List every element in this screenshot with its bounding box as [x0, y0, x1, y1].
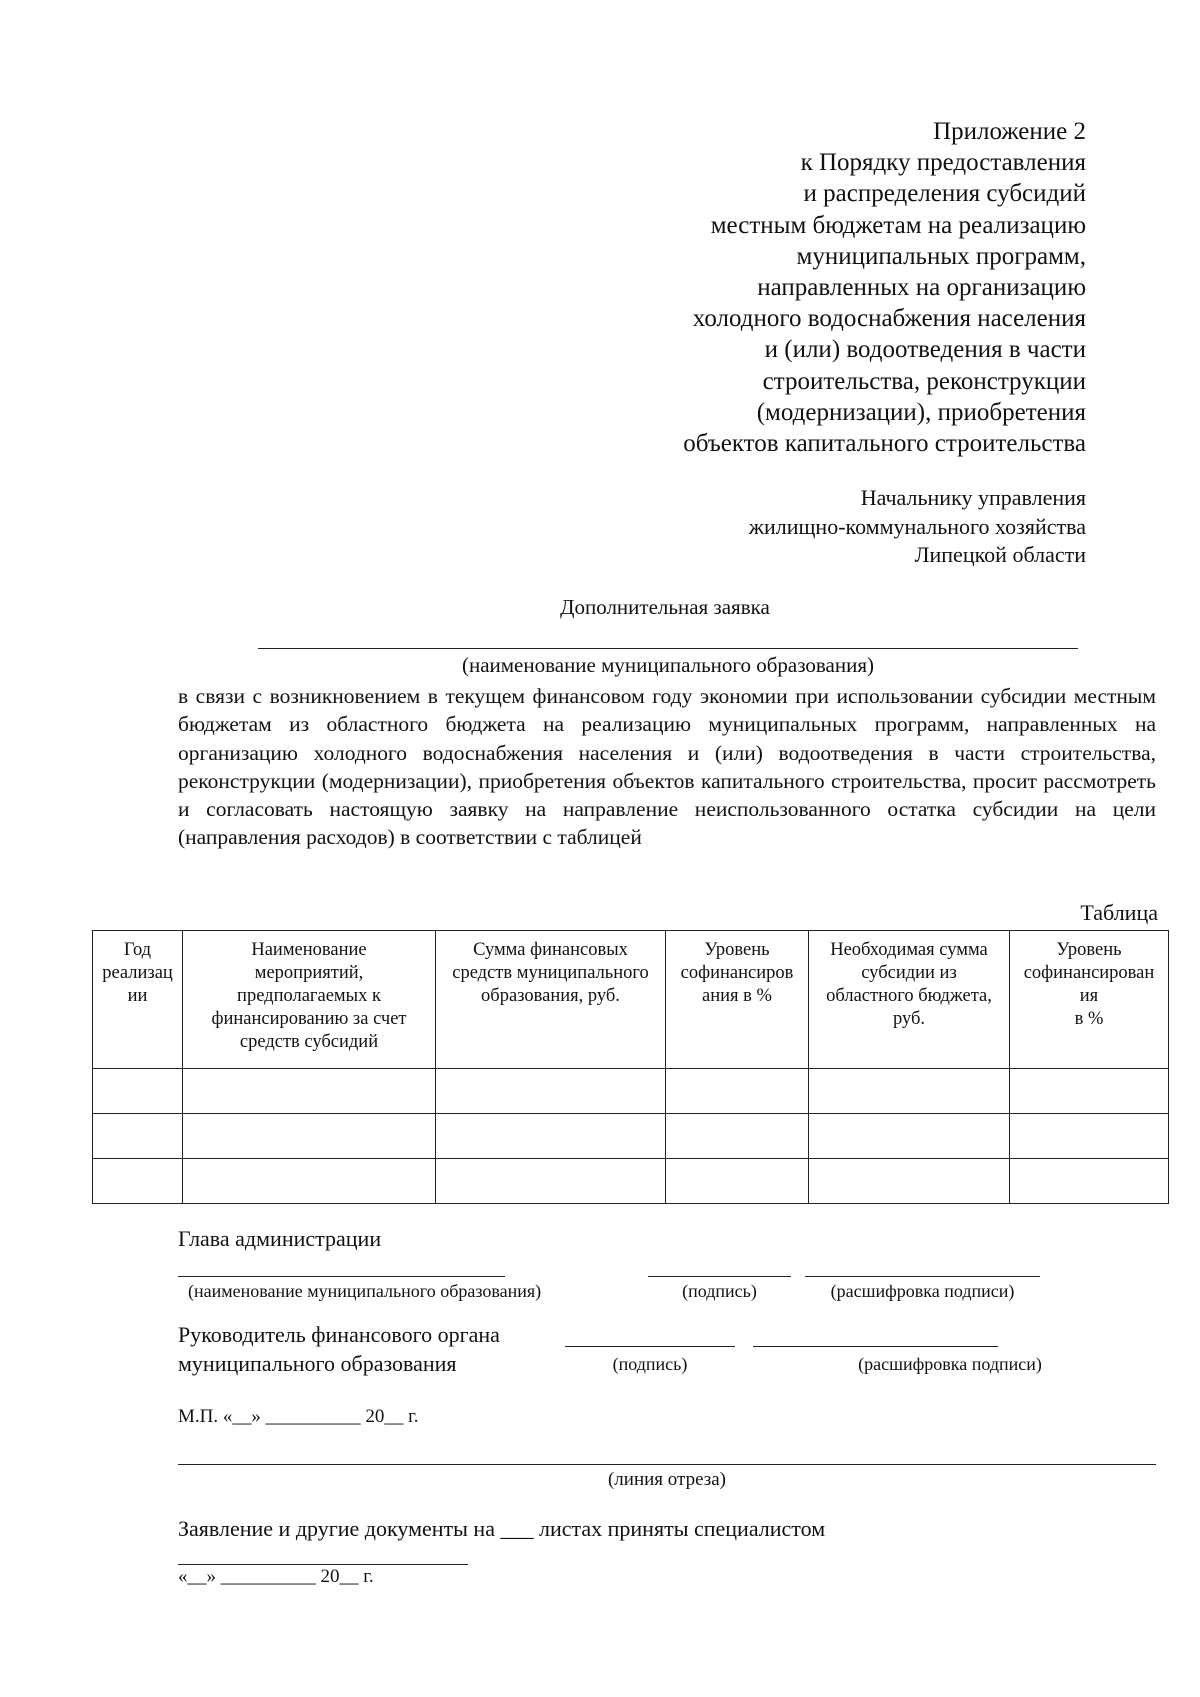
appendix-line: к Порядку предоставления [800, 149, 1086, 177]
receipt-date: «__» __________ 20__ г. [178, 1566, 374, 1587]
table-cell[interactable] [809, 1114, 1010, 1159]
header-cofinancing-level-2: Уровень софинансирован ия в % [1010, 931, 1169, 1069]
head-of-admin-caption-signature: (подпись) [682, 1281, 757, 1301]
table-cell[interactable] [1010, 1069, 1169, 1114]
finance-head-decoding-line [753, 1346, 998, 1347]
addressee-line: жилищно-коммунального хозяйства [748, 513, 1086, 539]
cut-line [178, 1464, 1156, 1465]
head-of-admin-caption-name: (наименование муниципального образования) [188, 1281, 542, 1301]
cut-line-caption: (линия отреза) [607, 1469, 727, 1490]
table-cell[interactable] [93, 1159, 183, 1204]
table-cell[interactable] [93, 1069, 183, 1114]
municipality-caption: (наименование муниципального образования) [461, 653, 875, 677]
appendix-line: муниципальных программ, [796, 242, 1086, 270]
table-row [93, 1114, 1169, 1159]
table-cell[interactable] [1010, 1114, 1169, 1159]
table-cell[interactable] [183, 1069, 436, 1114]
table-cell[interactable] [666, 1069, 809, 1114]
table-row [93, 1069, 1169, 1114]
appendix-line: холодного водоснабжения населения [692, 305, 1086, 333]
appendix-line: местным бюджетам на реализацию [710, 211, 1086, 239]
table-cell[interactable] [666, 1159, 809, 1204]
table-cell[interactable] [183, 1159, 436, 1204]
head-of-admin-label: Глава администрации [178, 1226, 382, 1251]
appendix-header [683, 116, 1086, 459]
header-municipal-amount: Сумма финансовых средств муниципального образования, руб. [436, 931, 666, 1069]
appendix-line: (модернизации), приобретения [756, 398, 1086, 426]
finance-head-label-2: муниципального образования [178, 1351, 457, 1376]
receipt-signature-line [178, 1564, 468, 1565]
appendix-line: Приложение 2 [933, 118, 1086, 145]
subsidy-table [92, 930, 1169, 1204]
head-of-admin-caption-decoding: (расшифровка подписи) [830, 1281, 1015, 1301]
head-of-admin-name-line [178, 1276, 505, 1277]
appendix-line: объектов капитального строительства [683, 430, 1086, 458]
addressee-block [749, 484, 1086, 570]
header-cofinancing-level: Уровень софинансиров ания в % [666, 931, 809, 1069]
table-cell[interactable] [809, 1159, 1010, 1204]
table-cell[interactable] [809, 1069, 1010, 1114]
table-label: Таблица [1080, 900, 1158, 925]
finance-head-caption-signature: (подпись) [612, 1354, 688, 1374]
header-required-subsidy: Необходимая сумма субсидии из областного бюджета, руб. [809, 931, 1010, 1069]
table-row [93, 1159, 1169, 1204]
municipality-name-line [258, 648, 1078, 649]
appendix-line: направленных на организацию [757, 274, 1086, 302]
header-year: Год реализац ии [93, 931, 183, 1069]
table-cell[interactable] [436, 1159, 666, 1204]
head-of-admin-signature-line [648, 1276, 791, 1277]
table-header-row [93, 931, 1169, 1069]
header-activities: Наименование мероприятий, предполагаемых к финансированию за счет средств субсидий [183, 931, 436, 1069]
table-cell[interactable] [436, 1114, 666, 1159]
head-of-admin-decoding-line [805, 1276, 1040, 1277]
receipt-text: Заявление и другие документы на ___ листах приняты специалистом [178, 1516, 826, 1541]
table-cell[interactable] [666, 1114, 809, 1159]
addressee-line: Начальнику управления [860, 485, 1086, 510]
table-cell[interactable] [436, 1069, 666, 1114]
body-paragraph: в связи с возникновением в текущем финансовом году экономии при использовании субсидии местным бюджетам из областного бюджета на реализацию муниципальных программ, направленных на организацию холодного водоснабжения населения и (или) водоотведения в части строительства, реконструкции (модернизации), приобретения объектов капитального строительства, просит рассмотреть и согласовать настоящую заявку на направление неиспользованного остатка субсидии на цели (направления расходов) в соответствии с таблицей [178, 684, 1156, 850]
finance-head-signature-line [565, 1346, 735, 1347]
appendix-line: строительства, реконструкции [762, 367, 1086, 395]
appendix-line: и (или) водоотведения в части [764, 336, 1086, 364]
table-cell[interactable] [183, 1114, 436, 1159]
table-cell[interactable] [93, 1114, 183, 1159]
stamp-date: М.П. «__» __________ 20__ г. [178, 1406, 419, 1427]
appendix-line: и распределения субсидий [803, 180, 1086, 208]
addressee-line: Липецкой области [914, 542, 1086, 567]
finance-head-label-1: Руководитель финансового органа [178, 1322, 500, 1347]
document-title: Дополнительная заявка [560, 595, 770, 619]
finance-head-caption-decoding: (расшифровка подписи) [858, 1354, 1042, 1374]
table-cell[interactable] [1010, 1159, 1169, 1204]
